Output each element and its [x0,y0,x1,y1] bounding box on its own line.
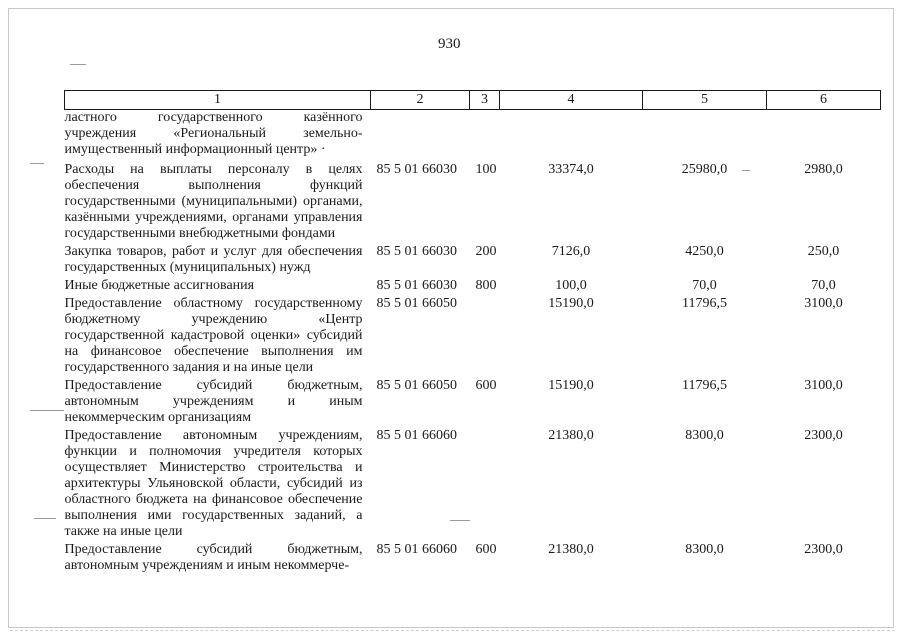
row-description: Иные бюджетные ассигнования [64,277,255,293]
row-description: Предоставление областному государственному бюджетному учреждению «Центр государственной кадастровой оценки» субсидий на финансовое обеспечение выполнения им государственного задания и на иные цели [64,295,363,375]
column-header: 5 [643,91,767,110]
column-header: 2 [371,91,470,110]
row-value-6: 3100,0 [804,377,843,393]
table-row [65,278,881,296]
row-code: 85 5 01 66030 [376,277,457,293]
row-value-4: 33374,0 [548,161,594,177]
row-description: ластного государственного казённого учреждения «Региональный земельно-имущественный информационный центр» · [64,110,363,157]
row-value-4: 15190,0 [548,377,594,393]
row-description: Предоставление субсидий бюджетным, автономным учреждениям и иным некоммерче- [64,541,363,573]
scan-mark [34,518,56,519]
scan-noise-line [10,630,895,632]
row-value-6: 3100,0 [804,295,843,311]
row-expense-type: 600 [475,541,497,557]
scan-mark [30,163,44,164]
header-row [65,91,881,110]
scan-mark [30,410,64,411]
row-value-5: 8300,0 [685,541,724,557]
row-expense-type [470,110,500,162]
row-code: 85 5 01 66050 [376,377,457,393]
row-value-4: 7126,0 [551,243,591,259]
row-description: Расходы на выплаты персоналу в целях обеспечения выполнения функций государственными (муниципальными) органами, казёнными учреждениями, органами управления государственными внебюджетными фондами [64,161,363,241]
scan-mark [70,64,86,65]
row-value-5: 8300,0 [685,427,724,443]
row-description: Предоставление субсидий бюджетным, автономным учреждениям и иным некоммерческим организациям [64,377,363,425]
row-code: 85 5 01 66030 [376,161,457,177]
row-value-5: 11796,5 [682,295,727,311]
table-row [65,110,881,162]
table-row [65,378,881,428]
row-code: 85 5 01 66060 [376,427,457,443]
page-number: 930 [438,36,461,52]
row-code: 85 5 01 66050 [376,295,457,311]
row-expense-type: 200 [475,243,497,259]
row-expense-type: 800 [475,277,497,293]
row-value-5: 4250,0 [685,243,724,259]
row-value-6: 250,0 [807,243,840,259]
column-header: 4 [500,91,643,110]
row-description: Предоставление автономным учреждениям, функции и полномочия учредителя которых осуществляет Министерство строительства и архитектуры Ульяновской области, субсидий из областного бюджета на финансовое обеспечение выполнения ими государственных заданий, а также на иные цели [64,427,363,539]
budget-table [64,90,881,576]
row-value-6 [767,110,881,162]
row-code: 85 5 01 66030 [376,243,457,259]
table-row [65,542,881,576]
row-value-4: 15190,0 [548,295,594,311]
row-value-6: 2300,0 [804,541,843,557]
row-expense-type: 100 [475,161,497,177]
table-row [65,244,881,278]
table-row [65,428,881,542]
row-value-6: 2980,0 [804,161,843,177]
row-expense-type [470,428,500,542]
row-expense-type: 600 [475,377,497,393]
row-code [371,110,470,162]
row-value-4: 21380,0 [548,541,594,557]
row-description: Закупка товаров, работ и услуг для обеспечения государственных (муниципальных) нужд [64,243,363,275]
row-value-4: 100,0 [555,277,587,293]
row-value-4: 21380,0 [548,427,594,443]
column-header: 3 [470,91,500,110]
row-value-5 [643,110,767,162]
table-row [65,162,881,244]
column-header: 6 [767,91,881,110]
table-row [65,296,881,378]
row-value-5: 11796,5 [682,377,727,393]
row-value-5: 70,0 [692,277,717,293]
column-header: 1 [65,91,371,110]
row-value-5: 25980,0 [681,161,728,177]
row-value-4 [500,110,643,162]
row-value-6: 70,0 [811,277,836,293]
row-expense-type [470,296,500,378]
row-code: 85 5 01 66060 [376,541,457,557]
row-value-6: 2300,0 [804,427,843,443]
